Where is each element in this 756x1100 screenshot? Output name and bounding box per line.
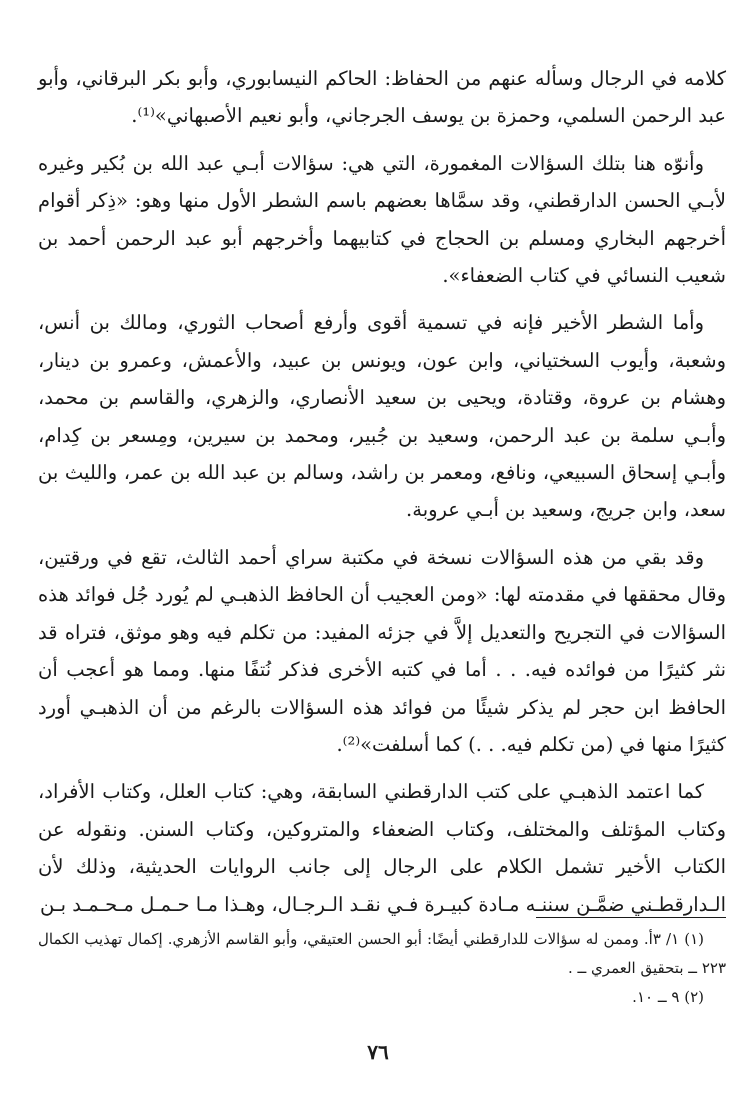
paragraph-3: وأما الشطر الأخير فإنه في تسمية أقوى وأرفع أصحاب الثوري، ومالك بن أنس، وشعبة، وأيوب السختياني، وابن عون، ويونس بن عبيد، والأعمش، وعمرو بن دينار، وهشام بن عروة، وقتادة، ويحيى بن سعيد الأنصاري، والزهري، والقاسم بن محمد، وأبـي سلمة بن عبد الرحمن، وسعيد بن جُبير، ومحمد بن سيرين، ومِسعر بن كِدام، وأبـي إسحاق السبيعي، ونافع، ومعمر بن راشد، وسالم بن عبد الله بن عمر، والليث بن سعد، وابن جريج، وسعيد بن أبـي عروبة. <box>38 311 726 522</box>
paragraph-1: كلامه في الرجال وسأله عنهم من الحفاظ: الحاكم النيسابوري، وأبو بكر البرقاني، وأبو عبد الرحمن السلمي، وحمزة بن يوسف الجرجاني، وأبو نعيم الأصبهاني»⁽¹⁾. <box>38 67 726 128</box>
paragraph-2: وأنوّه هنا بتلك السؤالات المغمورة، التي هي: سؤالات أبـي عبد الله بن بُكير وغيره لأبـي الحسن الدارقطني، وقد سمَّاها بعضهم باسم الشطر الأول منها وهو: «ذِكر أقوام أخرجهم البخاري ومسلم بن الحجاج في كتابيهما وأخرجهم أبو عبد الرحمن أحمد بن شعيب النسائي في كتاب الضعفاء». <box>38 151 726 288</box>
footnotes <box>38 925 726 1012</box>
paragraph-4: وقد بقي من هذه السؤالات نسخة في مكتبة سراي أحمد الثالث، تقع في ورقتين، وقال محققها في مقدمته لها: «ومن العجيب أن الحافظ الذهبـي لم يُورد جُل فوائد هذه السؤالات في التجريح والتعديل إلاَّ في جزئه المفيد: من تكلم فيه وهو موثق، فتراه قد نثر كثيرًا من فوائده فيه. . . أما في كتبه الأخرى فذكر نُتفًا منها. ومما هو أعجب أن الحافظ ابن حجر لم يذكر شيئًا من فوائد هذه السؤالات بالرغم من أن الذهبـي أورد كثيرًا منها في (من تكلم فيه. . .) كما أسلفت»⁽²⁾. <box>38 545 726 756</box>
footnote-divider <box>536 917 726 918</box>
footnote-2: (٢) ٩ ــ ١٠. <box>632 988 704 1006</box>
paragraph-5: كما اعتمد الذهبـي على كتب الدارقطني السابقة، وهي: كتاب العلل، وكتاب الأفراد، وكتاب المؤتلف والمختلف، وكتاب الضعفاء والمتروكين، وكتاب السنن. ونقوله عن الكتاب الأخير تشمل الكلام على الرجال إلى جانب الروايات الحديثية، وذلك لأن الـدارقطـني ضمَّـن سننـه مـادة كبيـرة فـي نقـد الـرجـال، وهـذا مـا حـمـل مـحـمـد بـن <box>38 780 726 916</box>
main-text <box>38 60 726 933</box>
footnote-1: (١) ١/ ٣أ. وممن له سؤالات للدارقطني أيضًا: أبو الحسن العتيقي، وأبو القاسم الأزهري. إكمال تهذيب الكمال ٢٢٣ ــ بتحقيق العمري ــ . <box>38 930 726 977</box>
page-number: ٧٦ <box>367 1040 389 1064</box>
